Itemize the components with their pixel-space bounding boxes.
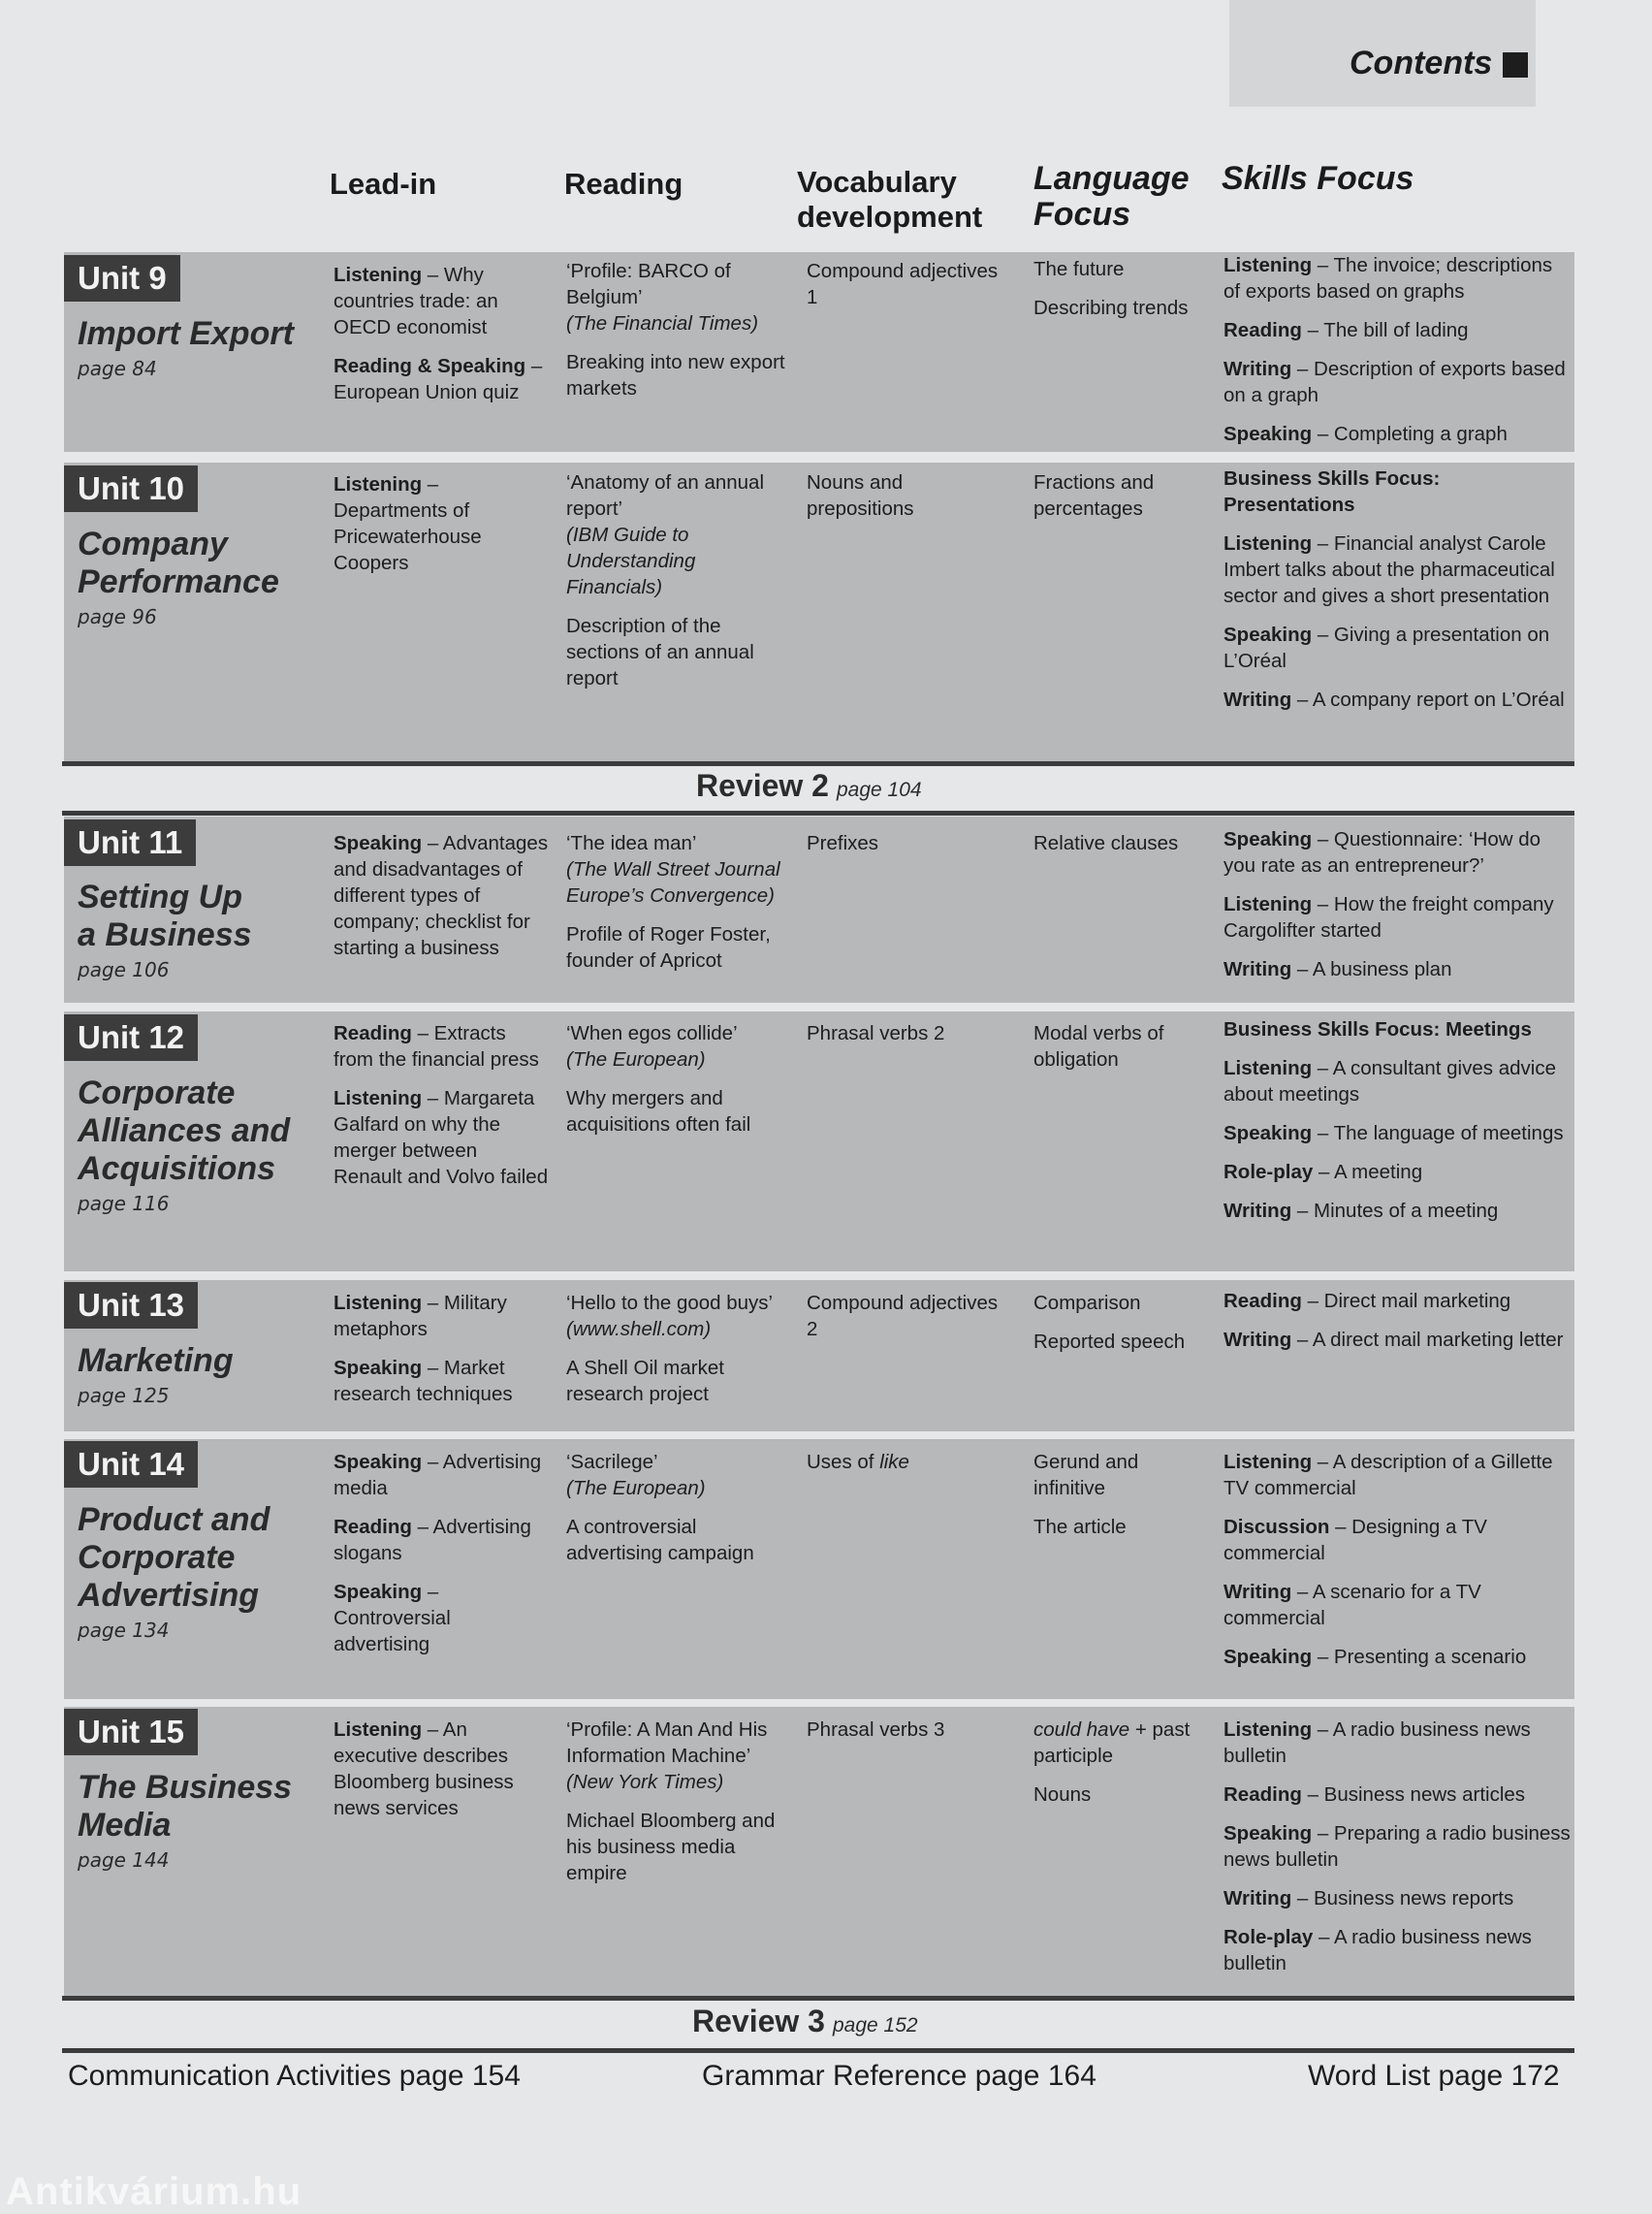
activity-text: – A company report on L’Oréal (1291, 689, 1565, 711)
activity-text: – A scenario for a TV commercial (1223, 1581, 1481, 1629)
reading-cell (566, 1020, 795, 1150)
unit-page-ref: page 144 (78, 1848, 170, 1872)
unit-title-line: Performance (78, 563, 279, 600)
leadin-item (334, 1355, 549, 1407)
vocab-cell (807, 469, 1001, 534)
unit-page-ref: page 96 (78, 605, 157, 628)
unit-title-line: Corporate (78, 1539, 236, 1576)
review-rule (62, 811, 1574, 816)
activity-label: Listening (334, 1292, 423, 1314)
reading-source: (The Wall Street Journal Europe’s Convergence) (566, 858, 780, 907)
language-item: Describing trends (1033, 297, 1189, 319)
leadin-item (334, 471, 549, 576)
reading-title: A Shell Oil market research project (566, 1357, 724, 1405)
language-cell (1033, 1449, 1208, 1553)
reading-item (566, 613, 795, 691)
activity-text: – Preparing a radio business news bulletin (1223, 1822, 1571, 1871)
reading-cell (566, 1717, 795, 1899)
skills-item (1223, 1288, 1571, 1314)
watermark: Antikvárium.hu (6, 2170, 302, 2213)
reading-item (566, 1290, 795, 1342)
reading-source: (IBM Guide to Understanding Financials) (566, 524, 696, 598)
skills-cell (1223, 1717, 1571, 1989)
reading-item (566, 921, 795, 974)
unit-title-line: Advertising (78, 1577, 260, 1614)
activity-text: – Presenting a scenario (1312, 1646, 1527, 1668)
activity-text: – Description of exports based on a graph (1223, 358, 1566, 406)
unit-title-line: Alliances and (78, 1112, 291, 1149)
activity-label: Business Skills Focus: Presentations (1223, 467, 1441, 516)
unit-title-line: The Business (78, 1769, 293, 1806)
activity-label: Role-play (1223, 1926, 1314, 1948)
activity-text: – Completing a graph (1312, 423, 1508, 445)
activity-label: Writing (1223, 1887, 1292, 1909)
unit-title-line: Marketing (78, 1342, 234, 1379)
unit-badge: Unit 13 (64, 1282, 198, 1329)
leadin-item (334, 1085, 549, 1190)
reading-item (566, 1808, 795, 1886)
skills-item (1223, 1159, 1571, 1185)
skills-cell (1223, 1288, 1571, 1365)
unit-badge: Unit 15 (64, 1709, 198, 1755)
vocab-item: Prefixes (807, 832, 879, 854)
activity-label: Listening (334, 1718, 423, 1741)
activity-label: Reading (1223, 319, 1302, 341)
review-rule (62, 1996, 1574, 2001)
activity-text: – A business plan (1291, 958, 1452, 980)
reading-cell (566, 1290, 795, 1420)
activity-label: Speaking (334, 1357, 423, 1379)
language-cell (1033, 469, 1208, 534)
unit-title-line: Company (78, 526, 228, 562)
activity-text: – Advertising media (334, 1451, 542, 1499)
unit-title (78, 1342, 234, 1380)
skills-item (1223, 1885, 1571, 1911)
activity-label: Writing (1223, 1581, 1292, 1603)
unit-badge: Unit 12 (64, 1014, 198, 1061)
reading-title: ‘The idea man’ (566, 832, 697, 854)
skills-item (1223, 826, 1571, 879)
skills-item (1223, 421, 1571, 447)
skills-item (1223, 1579, 1571, 1631)
activity-text: – Market research techniques (334, 1357, 513, 1405)
unit-title (78, 879, 252, 954)
leadin-cell (334, 1449, 549, 1670)
activity-label: Writing (1223, 689, 1292, 711)
unit-title-line: Acquisitions (78, 1150, 276, 1187)
activity-text: – How the freight company Cargolifter started (1223, 893, 1554, 942)
activity-label: Listening (334, 1087, 423, 1109)
activity-text: – The language of meetings (1312, 1122, 1564, 1144)
vocab-emphasis: like (879, 1451, 909, 1473)
skills-item (1223, 687, 1571, 713)
leadin-cell (334, 1290, 549, 1420)
column-header-reading: Reading (564, 167, 683, 201)
reading-source: (The European) (566, 1477, 706, 1499)
vocab-item: Phrasal verbs 3 (807, 1718, 945, 1741)
review-label: Review 2 (696, 768, 829, 803)
leadin-cell (334, 1020, 549, 1203)
activity-label: Listening (1223, 1451, 1313, 1473)
language-item: The article (1033, 1516, 1127, 1538)
column-header-language: Language Focus (1033, 160, 1190, 233)
leadin-item (334, 353, 549, 405)
activity-text: – Why countries trade: an OECD economist (334, 264, 498, 338)
activity-label: Writing (1223, 358, 1292, 380)
reading-title: ‘Profile: A Man And His Information Machine’ (566, 1718, 768, 1767)
reading-title: Profile of Roger Foster, founder of Apricot (566, 923, 771, 972)
activity-label: Speaking (1223, 1822, 1313, 1845)
vocab-cell (807, 1449, 1001, 1488)
reading-title: Description of the sections of an annual report (566, 615, 754, 690)
reading-cell (566, 1449, 795, 1579)
leadin-item (334, 1717, 549, 1821)
reading-cell (566, 258, 795, 414)
reading-item (566, 830, 795, 909)
vocab-item: Phrasal verbs 2 (807, 1022, 945, 1044)
language-cell (1033, 830, 1208, 869)
activity-label: Reading (334, 1516, 412, 1538)
skills-item (1223, 1198, 1571, 1224)
reading-item (566, 1355, 795, 1407)
skills-cell (1223, 1449, 1571, 1683)
skills-item (1223, 1327, 1571, 1353)
activity-label: Speaking (334, 1451, 423, 1473)
reading-title: ‘Anatomy of an annual report’ (566, 471, 764, 520)
activity-label: Business Skills Focus: Meetings (1223, 1018, 1532, 1041)
reading-item (566, 469, 795, 600)
activity-text: – Questionnaire: ‘How do you rate as an entrepreneur?’ (1223, 828, 1541, 877)
activity-label: Listening (1223, 893, 1313, 915)
activity-text: – Designing a TV commercial (1223, 1516, 1487, 1564)
reading-title: Why mergers and acquisitions often fail (566, 1087, 751, 1136)
activity-text: – Advantages and disadvantages of different types of company; checklist for starting a business (334, 832, 549, 959)
language-item: Modal verbs of obligation (1033, 1022, 1164, 1071)
leadin-item (334, 1449, 549, 1501)
skills-item (1223, 1644, 1571, 1670)
activity-text: – A meeting (1313, 1161, 1423, 1183)
skills-item (1223, 530, 1571, 609)
activity-text: – A radio business news bulletin (1223, 1926, 1532, 1974)
leadin-cell (334, 1717, 549, 1834)
reading-source: (The Financial Times) (566, 312, 759, 335)
leadin-cell (334, 471, 549, 589)
vocab-text: Uses of (807, 1451, 880, 1473)
activity-text: – A radio business news bulletin (1223, 1718, 1531, 1767)
activity-label: Speaking (1223, 1646, 1313, 1668)
square-marker-icon (1503, 52, 1528, 78)
unit-title-line: Media (78, 1807, 172, 1844)
vocab-item: Compound adjectives 1 (807, 260, 999, 308)
activity-label: Role-play (1223, 1161, 1314, 1183)
reading-title: Breaking into new export markets (566, 351, 785, 400)
activity-label: Listening (1223, 1718, 1313, 1741)
skills-item (1223, 1781, 1571, 1808)
unit-page-ref: page 125 (78, 1384, 170, 1407)
skills-item (1223, 1016, 1571, 1043)
language-item: Gerund and infinitive (1033, 1451, 1139, 1499)
unit-title (78, 315, 294, 353)
review-label: Review 3 (692, 2004, 825, 2038)
reading-item (566, 1514, 795, 1566)
activity-label: Listening (1223, 1057, 1313, 1079)
activity-text: – A consultant gives advice about meetings (1223, 1057, 1556, 1106)
review-heading (692, 2004, 918, 2039)
activity-text: – Military metaphors (334, 1292, 507, 1340)
skills-item (1223, 317, 1571, 343)
footer-wordlist: Word List page 172 (1308, 2060, 1560, 2092)
activity-text: – Minutes of a meeting (1291, 1200, 1499, 1222)
activity-text: – Business news reports (1291, 1887, 1514, 1909)
leadin-item (334, 1290, 549, 1342)
activity-label: Listening (1223, 532, 1313, 555)
activity-text: – A direct mail marketing letter (1291, 1329, 1564, 1351)
unit-page-ref: page 84 (78, 357, 157, 380)
language-item: Reported speech (1033, 1331, 1186, 1353)
unit-title (78, 1501, 270, 1615)
language-text: + past participle (1033, 1718, 1191, 1767)
language-cell (1033, 256, 1208, 334)
reading-title: A controversial advertising campaign (566, 1516, 754, 1564)
reading-title: ‘When egos collide’ (566, 1022, 738, 1044)
review-page-ref: page 152 (832, 2014, 918, 2037)
reading-item (566, 1717, 795, 1795)
vocab-cell (807, 830, 1001, 869)
reading-source: (www.shell.com) (566, 1318, 712, 1340)
unit-page-ref: page 134 (78, 1619, 170, 1642)
review-rule (62, 761, 1574, 766)
reading-title: ‘Sacrilege’ (566, 1451, 658, 1473)
skills-item (1223, 1820, 1571, 1873)
language-item: Fractions and percentages (1033, 471, 1155, 520)
vocab-cell (807, 1717, 1001, 1755)
review-page-ref: page 104 (836, 779, 922, 801)
unit-title-line: Corporate (78, 1075, 236, 1111)
leadin-item (334, 262, 549, 340)
skills-cell (1223, 252, 1571, 460)
activity-text: – Direct mail marketing (1301, 1290, 1511, 1312)
unit-title (78, 1075, 290, 1188)
skills-item (1223, 1055, 1571, 1107)
leadin-item (334, 1579, 549, 1657)
unit-badge: Unit 10 (64, 465, 198, 512)
activity-label: Reading & Speaking (334, 355, 526, 377)
unit-page-ref: page 106 (78, 958, 170, 981)
activity-label: Writing (1223, 1200, 1292, 1222)
activity-label: Discussion (1223, 1516, 1330, 1538)
language-item (1033, 1717, 1208, 1769)
language-cell (1033, 1290, 1208, 1367)
leadin-cell (334, 830, 549, 974)
unit-badge: Unit 11 (64, 819, 196, 866)
footer-communication: Communication Activities page 154 (68, 2060, 521, 2092)
skills-item (1223, 891, 1571, 944)
reading-item (566, 1020, 795, 1073)
skills-item (1223, 1514, 1571, 1566)
reading-title: ‘Hello to the good buys’ (566, 1292, 774, 1314)
skills-cell (1223, 1016, 1571, 1236)
reading-title: Michael Bloomberg and his business media empire (566, 1810, 776, 1884)
activity-label: Writing (1223, 958, 1292, 980)
language-item: The future (1033, 258, 1125, 280)
activity-text: – Departments of Pricewaterhouse Coopers (334, 473, 482, 574)
unit-title-line: Setting Up (78, 879, 242, 915)
activity-text: – Financial analyst Carole Imbert talks about the pharmaceutical sector and gives a short presentation (1223, 532, 1555, 607)
reading-item (566, 1449, 795, 1501)
reading-source: (The European) (566, 1048, 706, 1071)
unit-title-line: Product and (78, 1501, 270, 1538)
activity-label: Listening (334, 473, 423, 496)
unit-badge: Unit 14 (64, 1441, 198, 1488)
activity-text: – Controversial advertising (334, 1581, 451, 1655)
skills-item (1223, 956, 1571, 982)
activity-text: – Margareta Galfard on why the merger between Renault and Volvo failed (334, 1087, 549, 1188)
leadin-item (334, 830, 549, 961)
reading-item (566, 1085, 795, 1138)
skills-item (1223, 1924, 1571, 1976)
footer-grammar: Grammar Reference page 164 (702, 2060, 1096, 2092)
activity-label: Speaking (1223, 423, 1313, 445)
vocab-cell (807, 1290, 1001, 1355)
activity-label: Writing (1223, 1329, 1292, 1351)
reading-cell (566, 830, 795, 986)
activity-text: – Advertising slogans (334, 1516, 531, 1564)
activity-label: Speaking (1223, 1122, 1313, 1144)
skills-cell (1223, 465, 1571, 725)
activity-text: – The invoice; descriptions of exports based on graphs (1223, 254, 1553, 303)
activity-label: Speaking (334, 832, 423, 854)
review-heading (696, 768, 922, 804)
vocab-item: Nouns and prepositions (807, 471, 914, 520)
reading-title: ‘Profile: BARCO of Belgium’ (566, 260, 731, 308)
activity-label: Reading (334, 1022, 412, 1044)
leadin-cell (334, 262, 549, 418)
skills-item (1223, 252, 1571, 305)
activity-label: Reading (1223, 1783, 1302, 1806)
activity-label: Listening (1223, 254, 1313, 276)
unit-title (78, 526, 279, 601)
activity-label: Speaking (1223, 828, 1313, 850)
column-header-vocab: Vocabulary development (797, 165, 983, 234)
language-emphasis: could have (1033, 1718, 1130, 1741)
vocab-item (807, 1449, 1001, 1475)
reading-source: (New York Times) (566, 1771, 724, 1793)
reading-item (566, 349, 795, 401)
column-header-leadin: Lead-in (330, 167, 437, 201)
activity-label: Speaking (334, 1581, 423, 1603)
language-item: Nouns (1033, 1783, 1092, 1806)
unit-title-line: Import Export (78, 315, 294, 352)
activity-label: Listening (334, 264, 423, 286)
page-title: Contents (1350, 45, 1493, 81)
unit-title-line: a Business (78, 916, 252, 953)
activity-text: – Giving a presentation on L’Oréal (1223, 624, 1550, 672)
activity-label: Speaking (1223, 624, 1313, 646)
activity-text: – Extracts from the financial press (334, 1022, 539, 1071)
activity-text: – The bill of lading (1301, 319, 1469, 341)
skills-item (1223, 1120, 1571, 1146)
activity-text: – An executive describes Bloomberg business news services (334, 1718, 514, 1819)
reading-item (566, 258, 795, 337)
activity-text: – European Union quiz (334, 355, 543, 403)
activity-text: – A description of a Gillette TV commercial (1223, 1451, 1553, 1499)
vocab-cell (807, 258, 1001, 323)
language-cell (1033, 1717, 1208, 1820)
unit-page-ref: page 116 (78, 1192, 170, 1215)
review-rule (62, 2048, 1574, 2053)
skills-item (1223, 1717, 1571, 1769)
leadin-item (334, 1514, 549, 1566)
unit-title (78, 1769, 292, 1845)
skills-item (1223, 465, 1571, 518)
vocab-item: Compound adjectives 2 (807, 1292, 999, 1340)
skills-cell (1223, 826, 1571, 995)
language-cell (1033, 1020, 1208, 1085)
skills-item (1223, 1449, 1571, 1501)
leadin-item (334, 1020, 549, 1073)
skills-item (1223, 622, 1571, 674)
reading-cell (566, 469, 795, 704)
activity-label: Reading (1223, 1290, 1302, 1312)
unit-badge: Unit 9 (64, 255, 180, 302)
skills-item (1223, 356, 1571, 408)
language-item: Comparison (1033, 1292, 1141, 1314)
vocab-cell (807, 1020, 1001, 1059)
activity-text: – Business news articles (1301, 1783, 1526, 1806)
language-item: Relative clauses (1033, 832, 1179, 854)
column-header-skills: Skills Focus (1222, 160, 1414, 197)
